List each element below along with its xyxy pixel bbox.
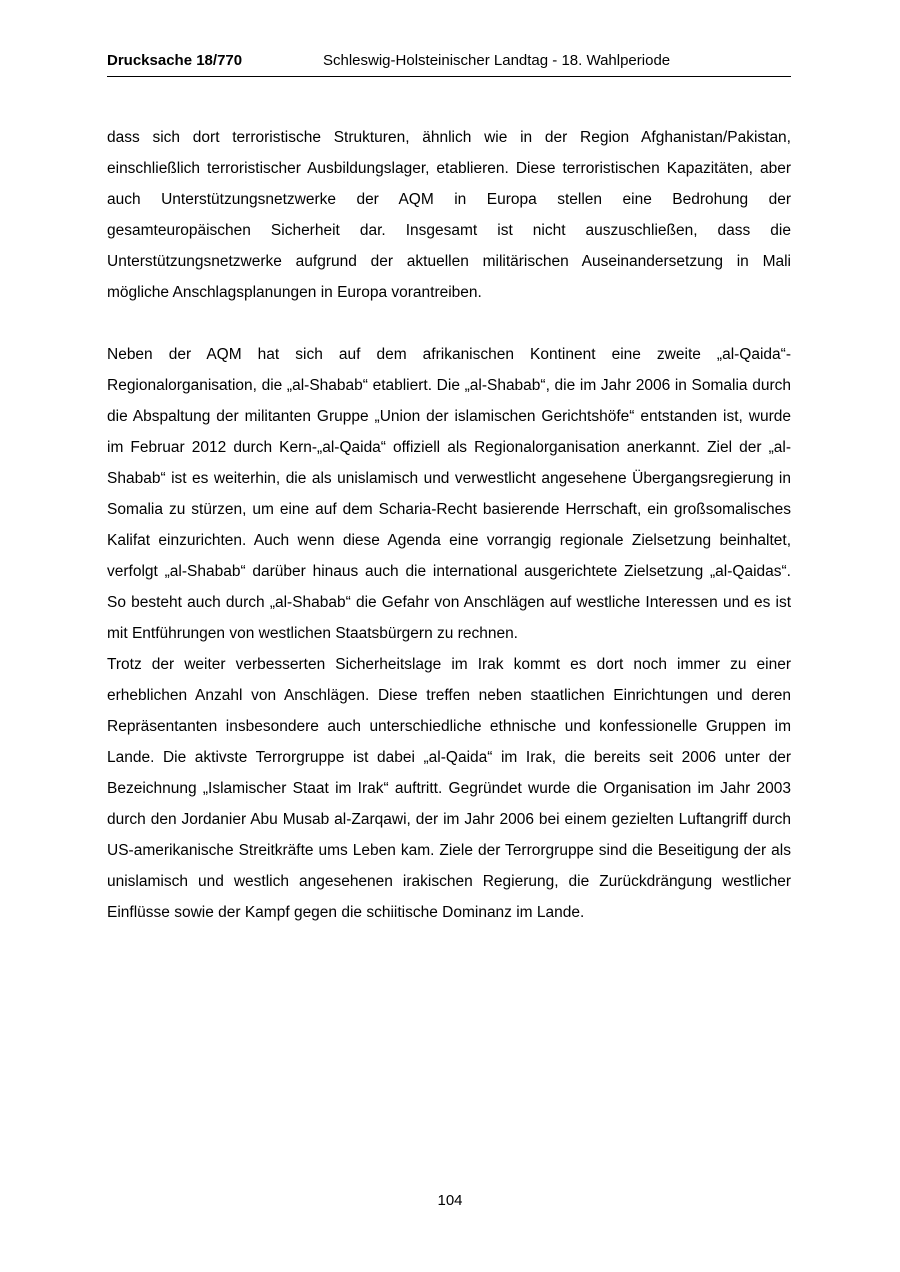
page-number: 104: [437, 1192, 463, 1209]
body-paragraph: dass sich dort terroristische Strukturen, ähnlich wie in der Region Afghanistan/Pakistan, einschließlich terroristischer Ausbildungslager, etablieren. Diese terroristischen Kapazitäten, aber auch Unterstützungsnetzwerke der AQM in Europa stellen eine Bedrohung der gesamteuropäischen Sicherheit dar. Insgesamt ist nicht auszuschließen, dass die Unterstützungsnetzwerke aufgrund der aktuellen militärischen Auseinandersetzung in Mali mögliche Anschlagsplanungen in Europa vorantreiben.: [107, 129, 791, 301]
body-paragraph: Neben der AQM hat sich auf dem afrikanischen Kontinent eine zweite „al-Qaida“-Regionalorganisation, die „al-Shabab“ etabliert. Die „al-Shabab“, die im Jahr 2006 in Somalia durch die Abspaltung der militanten Gruppe „Union der islamischen Gerichtshöfe“ entstanden ist, wurde im Februar 2012 durch Kern-„al-Qaida“ offiziell als Regionalorganisation anerkannt. Ziel der „al-Shabab“ ist es weiterhin, die als unislamisch und verwestlicht angesehene Übergangsregierung in Somalia zu stürzen, um eine auf dem Scharia-Recht basierende Herrschaft, ein großsomalisches Kalifat einzurichten. Auch wenn diese Agenda eine vorrangig regionale Zielsetzung beinhaltet, verfolgt „al-Shabab“ darüber hinaus auch die international ausgerichtete Zielsetzung „al-Qaidas“. So besteht auch durch „al-Shabab“ die Gefahr von Anschlägen auf westliche Interessen und es ist mit Entführungen von westlichen Staatsbürgern zu rechnen.: [107, 346, 791, 642]
page-footer: [0, 1192, 900, 1209]
page-header: [107, 52, 791, 70]
document-number: Drucksache 18/770: [107, 52, 243, 69]
body-paragraph: Trotz der weiter verbesserten Sicherheitslage im Irak kommt es dort noch immer zu einer erheblichen Anzahl von Anschlägen. Diese treffen neben staatlichen Einrichtungen und deren Repräsentanten insbesondere auch unterschiedliche ethnische und konfessionelle Gruppen im Lande. Die aktivste Terrorgruppe ist dabei „al-Qaida“ im Irak, die bereits seit 2006 unter der Bezeichnung „Islamischer Staat im Irak“ auftritt. Gegründet wurde die Organisation im Jahr 2003 durch den Jordanier Abu Musab al-Zarqawi, der im Jahr 2006 bei einem gezielten Luftangriff durch US-amerikanische Streitkräfte ums Leben kam. Ziele der Terrorgruppe sind die Beseitigung der als unislamisch und westlich angesehenen irakischen Regierung, die Zurückdrängung westlicher Einflüsse sowie der Kampf gegen die schiitische Dominanz im Lande.: [107, 656, 791, 921]
header-title: Schleswig-Holsteinischer Landtag - 18. Wahlperiode: [323, 52, 671, 69]
header-rule: [107, 76, 791, 77]
document-body: [107, 122, 791, 928]
